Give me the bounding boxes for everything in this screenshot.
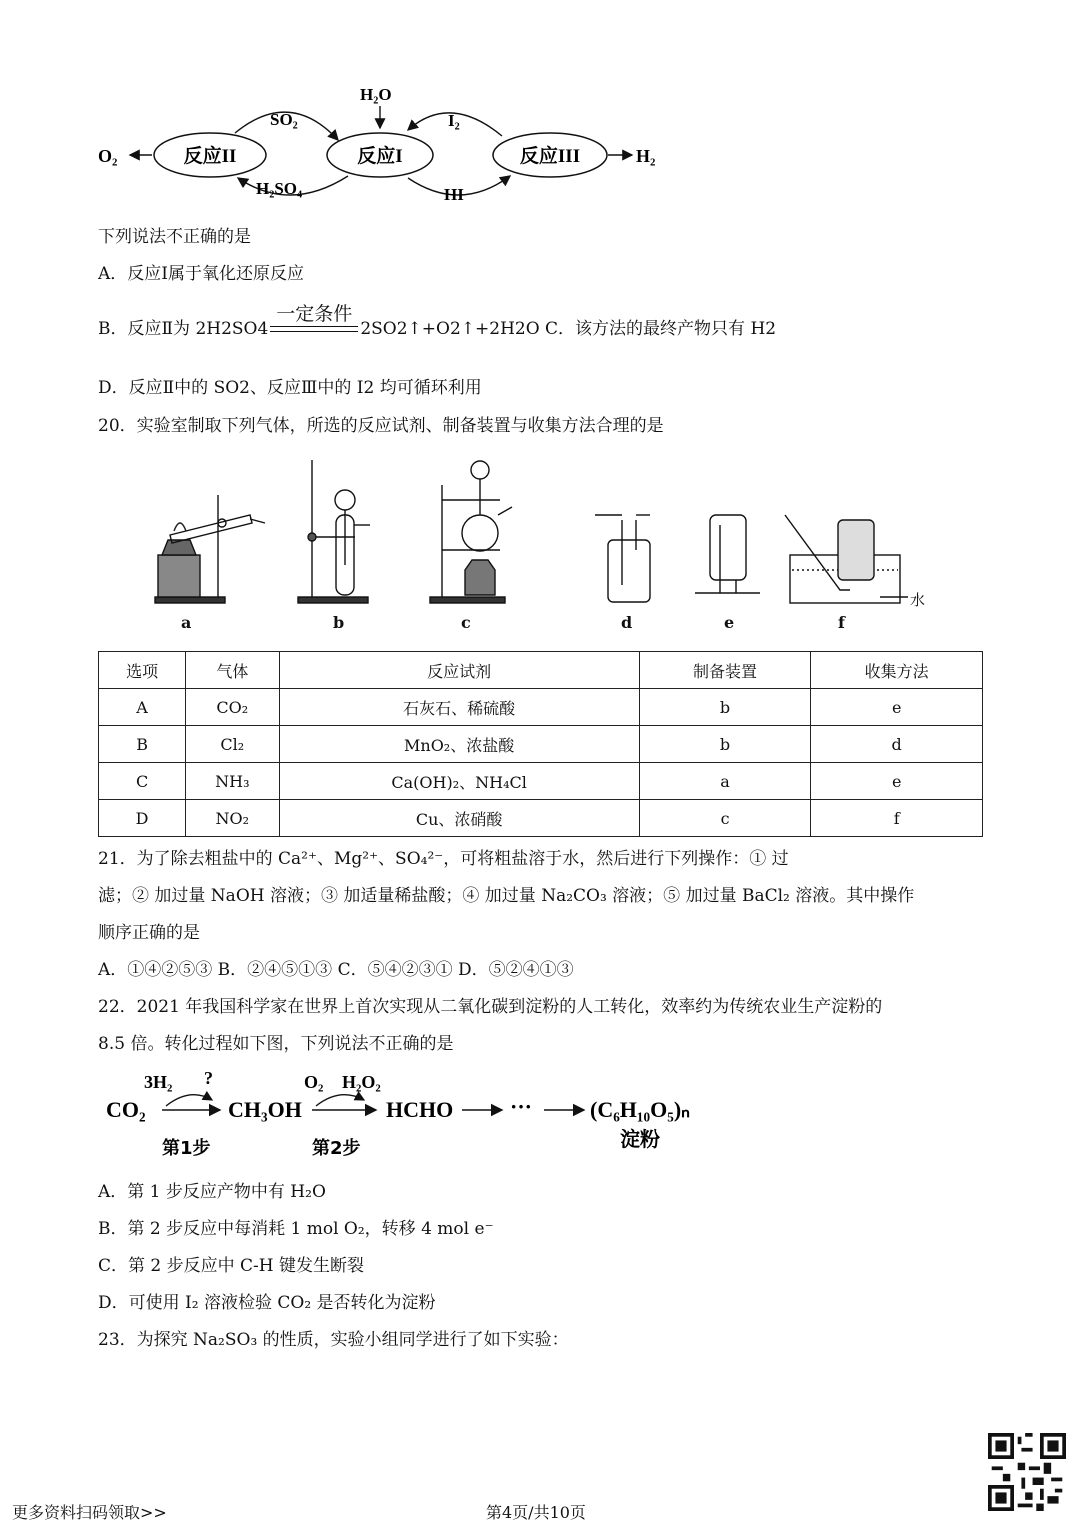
q23-stem: 23．为探究 Na₂SO₃ 的性质，实验小组同学进行了如下实验：: [98, 1330, 569, 1350]
table-cell: MnO₂、浓盐酸: [279, 726, 639, 763]
table-header-cell: 选项: [99, 652, 186, 689]
q20-table: [98, 651, 983, 837]
table-row: [99, 689, 983, 726]
q19-stem: 下列说法不正确的是: [98, 227, 251, 247]
apparatus-e-drawing: [695, 515, 760, 593]
q22-line1: 22．2021 年我国科学家在世界上首次实现从二氧化碳到淀粉的人工转化，效率约为传统农业生产淀粉的: [98, 997, 883, 1017]
reaction2-label: 反应II: [183, 146, 237, 167]
table-cell: B: [99, 726, 186, 763]
apparatus-b-label: b: [333, 613, 345, 632]
q21-line2: 滤；② 加过量 NaOH 溶液；③ 加适量稀盐酸；④ 加过量 Na₂CO₃ 溶液；⑤ 加过量 BaCl₂ 溶液。其中操作: [98, 886, 915, 906]
i2-label: I₂: [448, 111, 460, 130]
so2-label: SO₂: [270, 110, 298, 129]
apparatus-a-drawing: [155, 495, 265, 603]
q19-option-d: D．反应Ⅱ中的 SO2、反应Ⅲ中的 I2 均可循环利用: [98, 378, 482, 398]
q22-option-c: C．第 2 步反应中 C-H 键发生断裂: [98, 1256, 365, 1276]
scheme-question: ?: [204, 1068, 213, 1088]
table-header-cell: 收集方法: [811, 652, 983, 689]
reaction3-label: 反应III: [519, 146, 581, 167]
q19-b-post: 2SO2↑+O2↑+2H2O C．该方法的最终产物只有 H2: [360, 319, 777, 339]
table-cell: Cu、浓硝酸: [279, 800, 639, 837]
q21-options: A．①④②⑤③ B．②④⑤①③ C．⑤④②③① D．⑤②④①③: [98, 960, 574, 980]
hi-label: HI: [444, 185, 464, 204]
scheme-step2: 第2步: [312, 1138, 361, 1159]
scheme-co2: CO₂: [106, 1097, 146, 1122]
scheme-hcho: HCHO: [386, 1097, 454, 1122]
table-cell: D: [99, 800, 186, 837]
table-cell: A: [99, 689, 186, 726]
apparatus-c-label: c: [461, 613, 471, 632]
apparatus-f-drawing: [785, 515, 908, 603]
table-cell: NO₂: [186, 800, 279, 837]
apparatus-a-label: a: [181, 613, 192, 632]
apparatus-drawings: [140, 445, 940, 610]
scheme-ch3oh: CH₃OH: [228, 1097, 302, 1122]
h2o-label: H₂O: [360, 85, 392, 104]
apparatus-c-drawing: [430, 461, 512, 603]
table-header-row: [99, 652, 983, 689]
water-label: 水: [910, 591, 926, 609]
condition-arrow: [270, 302, 358, 337]
scheme-3h2: 3H₂: [144, 1072, 173, 1092]
reaction1-label: 反应I: [357, 146, 403, 167]
q22-line2: 8.5 倍。转化过程如下图，下列说法不正确的是: [98, 1034, 454, 1054]
table-cell: b: [639, 726, 811, 763]
table-cell: C: [99, 763, 186, 800]
apparatus-f-label: f: [838, 613, 845, 632]
q21-line3: 顺序正确的是: [98, 923, 200, 943]
apparatus-d-drawing: [595, 515, 650, 602]
table-cell: Ca(OH)₂、NH₄Cl: [279, 763, 639, 800]
qr-code-icon[interactable]: [988, 1433, 1066, 1511]
scheme-step1: 第1步: [162, 1138, 211, 1159]
table-header-cell: 反应试剂: [279, 652, 639, 689]
table-row: [99, 763, 983, 800]
table-row: [99, 800, 983, 837]
scheme-h2o2: H₂O₂: [342, 1072, 381, 1092]
table-cell: NH₃: [186, 763, 279, 800]
table-header-cell: 制备装置: [639, 652, 811, 689]
table-cell: c: [639, 800, 811, 837]
q20-stem: 20．实验室制取下列气体，所选的反应试剂、制备装置与收集方法合理的是: [98, 416, 664, 436]
table-cell: e: [811, 689, 983, 726]
q19-option-b-c: [98, 302, 777, 339]
table-cell: d: [811, 726, 983, 763]
table-header-cell: 气体: [186, 652, 279, 689]
page-number: 第4页/共10页: [486, 1503, 586, 1522]
q21-line1: 21．为了除去粗盐中的 Ca²⁺、Mg²⁺、SO₄²⁻，可将粗盐溶于水，然后进行下列操作：① 过: [98, 849, 789, 869]
table-cell: f: [811, 800, 983, 837]
q22-option-a: A．第 1 步反应产物中有 H₂O: [98, 1182, 326, 1202]
reaction-cycle-diagram: [90, 78, 690, 208]
h2-label: H₂: [636, 146, 656, 166]
h2so4-label: H₂SO₄: [256, 179, 303, 198]
q22-option-b: B．第 2 步反应中每消耗 1 mol O₂，转移 4 mol e⁻: [98, 1219, 494, 1239]
table-cell: e: [811, 763, 983, 800]
co2-to-starch-scheme: [100, 1062, 720, 1162]
table-cell: CO₂: [186, 689, 279, 726]
table-cell: Cl₂: [186, 726, 279, 763]
scheme-starch: 淀粉: [620, 1127, 660, 1151]
q19-option-a: A．反应Ⅰ属于氧化还原反应: [98, 264, 304, 284]
q19-b-pre: B．反应Ⅱ为 2H2SO4: [98, 319, 269, 339]
table-cell: a: [639, 763, 811, 800]
scheme-o2: O₂: [304, 1072, 324, 1092]
q22-option-d: D．可使用 I₂ 溶液检验 CO₂ 是否转化为淀粉: [98, 1293, 436, 1313]
scheme-starch-formula: (C₆H₁₀O₅)ₙ: [590, 1097, 690, 1122]
apparatus-e-label: e: [724, 613, 735, 632]
q19-b-condition: 一定条件: [276, 302, 353, 325]
table-cell: b: [639, 689, 811, 726]
apparatus-d-label: d: [621, 613, 633, 632]
o2-label: O₂: [98, 146, 118, 166]
scheme-dots: ···: [510, 1094, 533, 1119]
footer-promo: 更多资料扫码领取>>: [12, 1503, 167, 1522]
table-cell: 石灰石、稀硫酸: [279, 689, 639, 726]
apparatus-b-drawing: [298, 460, 370, 603]
table-row: [99, 726, 983, 763]
